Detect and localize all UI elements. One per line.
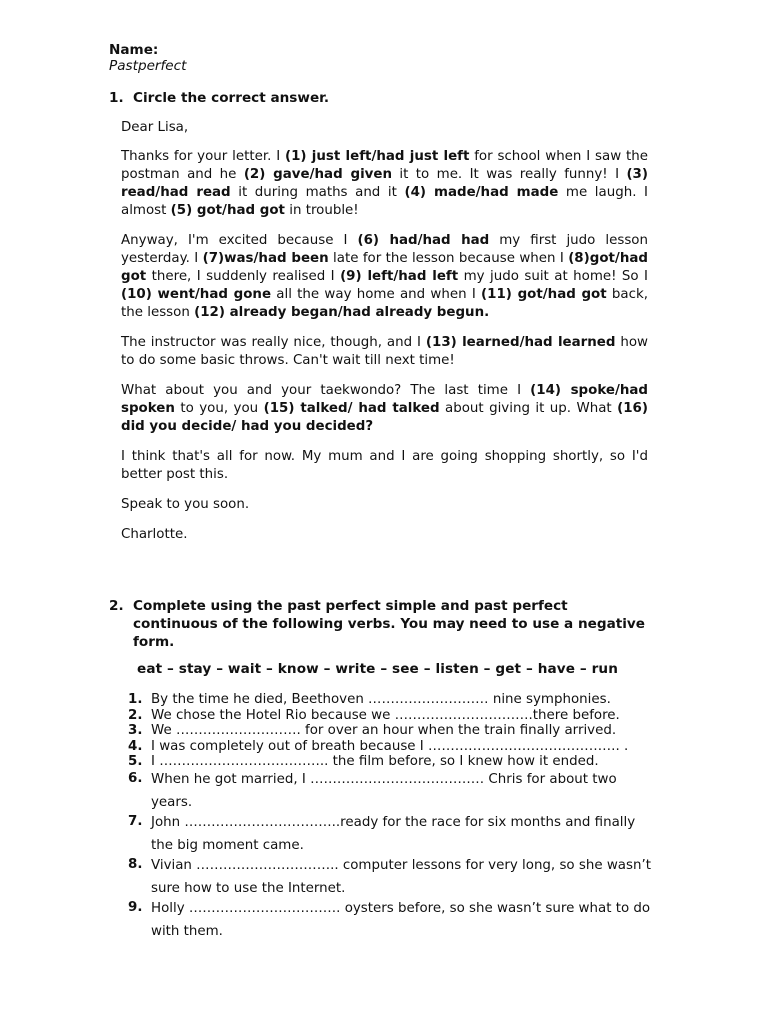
answer-choice: (13) learned/had learned	[425, 335, 616, 350]
answer-choice: (5) got/had got	[170, 203, 285, 218]
letter-text: how to do some basic throws. Can't wait till next time!	[121, 335, 648, 368]
letter-text: it to me. It was really funny! I	[392, 167, 627, 182]
answer-choice: (16) did you decide/ had you decided?	[121, 401, 648, 434]
answer-choice: (10) went/had gone	[121, 287, 272, 302]
list-item	[121, 739, 651, 755]
letter-text: late for the lesson because when I	[328, 251, 569, 266]
letter-text: it during maths and it	[230, 185, 405, 200]
letter-text: me laugh. I almost	[121, 185, 648, 218]
letter-signature: Charlotte.	[121, 527, 188, 542]
letter-paragraph-1	[121, 148, 648, 220]
answer-choice: (15) talked/ had talked	[263, 401, 440, 416]
letter-text: Anyway, I'm excited because I	[121, 233, 358, 248]
item-text: Holly ……………………………. oysters before, so she wasn’t sure what to do with them.	[151, 900, 651, 939]
letter-text: about giving it up. What	[439, 401, 618, 416]
letter-paragraph-3	[121, 334, 648, 370]
letter-greeting: Dear Lisa,	[121, 120, 189, 135]
letter-text: there, I suddenly realised I	[146, 269, 341, 284]
name-label: Name:	[109, 42, 159, 58]
item-text: I was completely out of breath because I ……………………………………. .	[151, 738, 629, 754]
item-text: We ………………………. for over an hour when the train finally arrived.	[151, 723, 617, 738]
answer-choice: (1) just left/had just left	[285, 149, 470, 164]
verb-list: eat – stay – wait – know – write – see – listen – get – have – run	[137, 661, 618, 677]
letter-text: back, the lesson	[121, 287, 649, 320]
letter-paragraph-5: I think that's all for now. My mum and I are going shopping shortly, so I'd better post this.	[121, 449, 648, 482]
section2-heading: Complete using the past perfect simple and past perfect continuous of the following verbs. You may need to use a negative form.	[133, 598, 645, 650]
answer-choice: (14) spoke/had spoken	[121, 383, 648, 416]
list-item	[121, 811, 651, 857]
list-item	[121, 897, 651, 943]
answer-choice: (7)was/had been	[202, 251, 329, 266]
answer-choice: (12) already began/had already begun.	[194, 305, 490, 320]
item-number: 1.	[128, 692, 143, 707]
item-number: 5.	[128, 754, 143, 769]
letter-text: for school when I saw the postman and he	[121, 149, 648, 182]
item-number: 7.	[128, 813, 143, 829]
list-item	[121, 692, 651, 708]
letter-closing: Speak to you soon.	[121, 497, 250, 512]
letter-paragraph-2	[121, 232, 648, 322]
letter-text: my judo suit at home! So I	[458, 269, 648, 284]
item-text: We chose the Hotel Rio because we ………………………….there before.	[151, 707, 620, 723]
list-item	[121, 723, 651, 739]
exercise-list	[121, 692, 651, 940]
list-item	[121, 708, 651, 724]
answer-choice: (6) had/had had	[357, 233, 490, 248]
item-number: 6.	[128, 770, 143, 786]
answer-choice: (8)got/had got	[121, 251, 648, 284]
section1-heading: Circle the correct answer.	[133, 90, 330, 106]
item-number: 3.	[128, 723, 143, 738]
item-number: 8.	[128, 856, 143, 872]
list-item	[121, 854, 651, 900]
answer-choice: (3) read/had read	[121, 167, 648, 200]
letter-text: The instructor was really nice, though, and I	[121, 335, 426, 350]
section2-number: 2.	[109, 598, 124, 614]
item-text: When he got married, I ………………………………… Chris for about two years.	[151, 771, 617, 810]
section1-title	[109, 89, 649, 107]
letter-paragraph-4	[121, 382, 648, 436]
answer-choice: (4) made/had made	[404, 185, 559, 200]
list-item	[121, 768, 651, 814]
letter-text: What about you and your taekwondo? The last time I	[121, 383, 531, 398]
section1-number: 1.	[109, 90, 124, 106]
letter	[121, 119, 648, 544]
letter-text: to you, you	[174, 401, 264, 416]
item-number: 4.	[128, 738, 143, 754]
item-text: John ……………………………..ready for the race for six months and finally the big moment came.	[151, 814, 636, 853]
answer-choice: (9) left/had left	[340, 269, 459, 284]
item-text: I ……………………………….. the film before, so I knew how it ended.	[151, 754, 599, 769]
item-text: Vivian ………………………….. computer lessons for very long, so she wasn’t sure how to use the Internet.	[151, 857, 651, 896]
letter-text: Thanks for your letter. I	[121, 149, 285, 164]
section2-title	[109, 597, 649, 651]
answer-choice: (2) gave/had given	[243, 167, 392, 182]
item-number: 2.	[128, 707, 143, 723]
header	[109, 42, 186, 74]
item-number: 9.	[128, 899, 143, 915]
letter-text: in trouble!	[284, 203, 359, 218]
item-text: By the time he died, Beethoven ……………………… nine symphonies.	[151, 692, 611, 707]
letter-text: all the way home and when I	[271, 287, 482, 302]
answer-choice: (11) got/had got	[481, 287, 607, 302]
subtitle: Pastperfect	[109, 58, 187, 74]
letter-text: my first judo lesson yesterday. I	[121, 233, 648, 266]
